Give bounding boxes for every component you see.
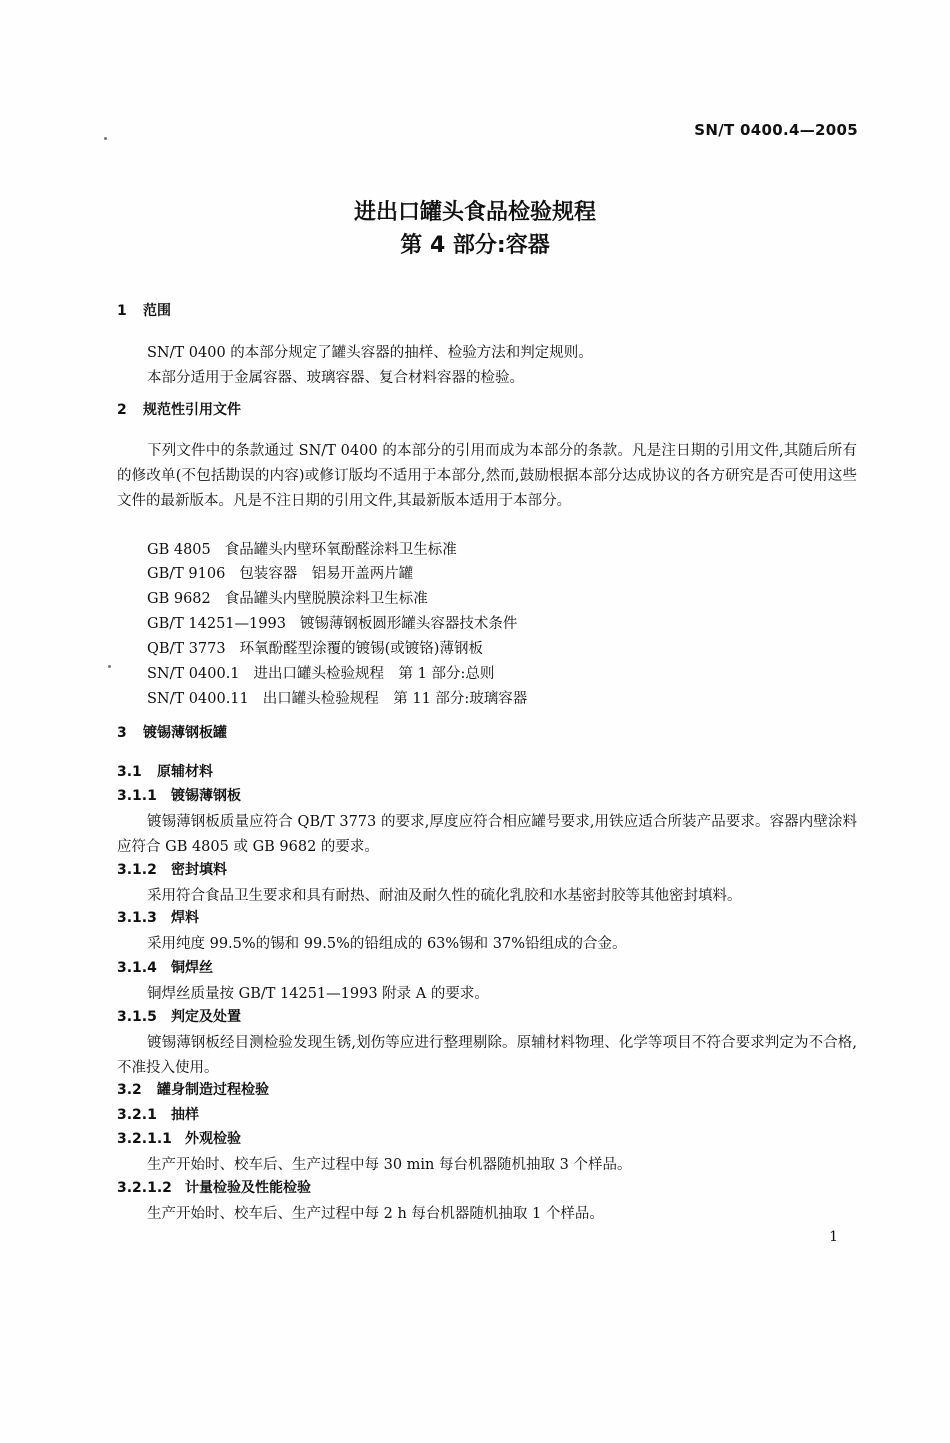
paragraph: SN/T 0400 的本部分规定了罐头容器的抽样、检验方法和判定规则。	[147, 345, 593, 361]
reference-title: 进出口罐头检验规程 第 1 部分:总则	[253, 666, 495, 682]
section-number: 3.1.3	[117, 910, 157, 926]
subsection-heading	[117, 1129, 241, 1149]
paragraph: 下列文件中的条款通过 SN/T 0400 的本部分的引用而成为本部分的条款。凡是注日期的引用文件,其随后所有的修改单(不包括勘误的内容)或修订版均不适用于本部分,然而,鼓励根据本部分达成协议的各方研究是否可使用这些文件的最新版本。凡是不注日期的引用文件,其最新版本适用于本部分。	[117, 443, 857, 509]
section-title: 计量检验及性能检验	[185, 1180, 311, 1196]
section-number: 2	[117, 402, 127, 418]
section-title: 判定及处置	[171, 1009, 241, 1025]
reference-title: 包装容器 铝易开盖两片罐	[239, 566, 414, 582]
reference-item	[147, 563, 413, 585]
section-title: 铜焊丝	[171, 960, 213, 976]
reference-code: GB/T 9106	[147, 566, 226, 582]
subsection-heading	[117, 958, 213, 978]
section-number: 3.1.1	[117, 788, 157, 804]
section-number: 3.1.5	[117, 1009, 157, 1025]
paragraph: 生产开始时、校车后、生产过程中每 2 h 每台机器随机抽取 1 个样品。	[147, 1206, 604, 1222]
subsection-heading	[117, 1007, 241, 1027]
reference-item	[147, 663, 494, 685]
section-number: 1	[117, 303, 127, 319]
reference-title: 出口罐头检验规程 第 11 部分:玻璃容器	[262, 691, 528, 707]
page-number: 1	[829, 1229, 838, 1245]
reference-item	[147, 613, 517, 635]
subsection-heading	[117, 1105, 199, 1125]
section-number: 3.1.2	[117, 862, 157, 878]
scan-speck	[108, 665, 111, 668]
reference-title: 镀锡薄钢板圆形罐头容器技术条件	[299, 616, 518, 632]
paragraph: 本部分适用于金属容器、玻璃容器、复合材料容器的检验。	[147, 370, 524, 386]
reference-code: SN/T 0400.11	[147, 691, 249, 707]
section-title: 外观检验	[185, 1131, 241, 1147]
section-heading-1	[117, 301, 171, 321]
reference-item	[147, 588, 428, 610]
subsection-heading	[117, 908, 199, 928]
paragraph: 铜焊丝质量按 GB/T 14251—1993 附录 A 的要求。	[147, 986, 489, 1002]
subsection-heading	[117, 762, 213, 782]
subsection-heading	[117, 786, 241, 806]
section-title: 镀锡薄钢板	[171, 788, 241, 804]
section-title: 范围	[143, 303, 171, 319]
section-title: 镀锡薄钢板罐	[143, 725, 227, 741]
paragraph: 生产开始时、校车后、生产过程中每 30 min 每台机器随机抽取 3 个样品。	[147, 1157, 632, 1173]
section-number: 3.2.1.2	[117, 1180, 172, 1196]
paragraph: 镀锡薄钢板经目测检验发现生锈,划伤等应进行整理剔除。原辅材料物理、化学等项目不符合要求判定为不合格,不准投入使用。	[117, 1035, 857, 1076]
reference-item	[147, 539, 457, 561]
reference-title: 食品罐头内壁环氧酚醛涂料卫生标准	[224, 542, 457, 558]
section-number: 3.2.1.1	[117, 1131, 172, 1147]
scan-speck	[104, 137, 107, 140]
paragraph: 采用符合食品卫生要求和具有耐热、耐油及耐久性的硫化乳胶和水基密封胶等其他密封填料。	[147, 888, 742, 904]
document-title: 进出口罐头食品检验规程	[353, 200, 596, 225]
reference-title: 食品罐头内壁脱膜涂料卫生标准	[224, 591, 428, 607]
paragraph: 采用纯度 99.5%的锡和 99.5%的铅组成的 63%锡和 37%铅组成的合金。	[147, 936, 627, 952]
standard-code: SN/T 0400.4—2005	[694, 121, 858, 139]
paragraph: 镀锡薄钢板质量应符合 QB/T 3773 的要求,厚度应符合相应罐号要求,用铁应适合所装产品要求。容器内壁涂料应符合 GB 4805 或 GB 9682 的要求。	[117, 814, 857, 855]
subsection-heading	[117, 1080, 269, 1100]
section-number: 3.2	[117, 1082, 142, 1098]
reference-item	[147, 688, 527, 710]
section-title: 抽样	[171, 1107, 199, 1123]
section-number: 3	[117, 725, 127, 741]
reference-code: GB 4805	[147, 542, 211, 558]
section-title: 罐身制造过程检验	[157, 1082, 269, 1098]
reference-title: 环氧酚醛型涂覆的镀锡(或镀铬)薄钢板	[239, 641, 483, 657]
subsection-heading	[117, 860, 227, 880]
section-number: 3.1.4	[117, 960, 157, 976]
reference-code: GB 9682	[147, 591, 211, 607]
section-title: 密封填料	[171, 862, 227, 878]
reference-code: QB/T 3773	[147, 641, 226, 657]
section-title: 原辅材料	[157, 764, 213, 780]
reference-item	[147, 638, 483, 660]
section-heading-3	[117, 723, 227, 743]
section-number: 3.2.1	[117, 1107, 157, 1123]
section-title: 规范性引用文件	[143, 402, 241, 418]
subsection-heading	[117, 1178, 311, 1198]
document-subtitle: 第 4 部分:容器	[400, 233, 550, 258]
section-number: 3.1	[117, 764, 142, 780]
reference-code: SN/T 0400.1	[147, 666, 240, 682]
section-heading-2	[117, 400, 241, 420]
reference-code: GB/T 14251—1993	[147, 616, 286, 632]
section-title: 焊料	[171, 910, 199, 926]
